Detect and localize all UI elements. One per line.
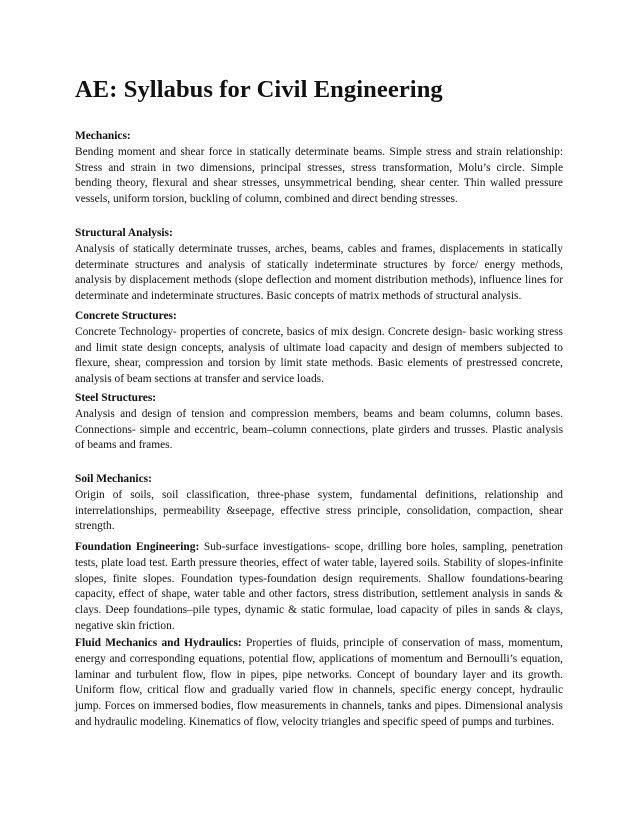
section-paragraph — [75, 540, 563, 635]
section-body: Sub-surface investigations- scope, drilling bore holes, sampling, penetration tests, plate load test. Earth pressure theories, effect of water table, layered soils. Stability of slopes-infinite slopes, finite slopes. Foundation types-foundation design requirements. Shallow foundations-bearing capacity, effect of shape, water table and other factors, stress distribution, settlement analysis in sands & clays. Deep foundations–pile types, dynamic & static formulae, load capacity of piles in sands & clays, negative skin friction. — [75, 541, 563, 632]
section-heading: Steel Structures: — [75, 392, 157, 404]
section-heading: Structural Analysis: — [75, 227, 173, 239]
section-body: Origin of soils, soil classification, three-phase system, fundamental definitions, relationship and interrelationships, permeability &seepage, effective stress principle, consolidation, compaction, shear strength. — [75, 488, 563, 533]
section-heading: Concrete Structures: — [75, 310, 177, 322]
section-foundation-engineering — [75, 540, 563, 635]
section-heading: Soil Mechanics: — [75, 473, 152, 485]
section-mechanics — [75, 129, 563, 208]
section-soil-mechanics — [75, 472, 563, 535]
section-paragraph — [75, 636, 563, 731]
section-body: Bending moment and shear force in statically determinate beams. Simple stress and strain relationship: Stress and strain in two dimensions, principal stresses, stress transformation, Molu’s circle. Simple bending theory, flexural and shear stresses, unsymmetrical bending, shear center. Thin walled pressure vessels, uniform torsion, buckling of column, combined and direct bending stresses. — [75, 145, 563, 206]
section-body: Analysis of statically determinate trusses, arches, beams, cables and frames, displacements in statically determinate structures and analysis of statically indeterminate structures by force/ energy methods, analysis by displacement methods (slope deflection and moment distribution methods), influence lines for determinate and indeterminate structures. Basic concepts of matrix methods of structural analysis. — [75, 242, 563, 303]
section-steel-structures — [75, 391, 563, 454]
section-structural-analysis — [75, 226, 563, 305]
section-body: Analysis and design of tension and compression members, beams and beam columns, column bases. Connections- simple and eccentric, beam–column connections, plate girders and trusses. Plastic analysis of beams and frames. — [75, 407, 563, 452]
section-body: Properties of fluids, principle of conservation of mass, momentum, energy and corresponding equations, potential flow, applications of momentum and Bernoulli’s equation, laminar and turbulent flow, flow in pipes, pipe networks. Concept of boundary layer and its growth. Uniform flow, critical flow and gradually varied flow in channels, specific energy concept, hydraulic jump. Forces on immersed bodies, flow measurements in channels, tanks and pipes. Dimensional analysis and hydraulic modeling. Kinematics of flow, velocity triangles and specific speed of pumps and turbines. — [75, 637, 563, 728]
section-heading: Foundation Engineering: — [75, 541, 200, 553]
section-fluid-mechanics — [75, 636, 563, 731]
section-concrete-structures — [75, 309, 563, 388]
page-title: AE: Syllabus for Civil Engineering — [75, 76, 443, 103]
section-heading: Mechanics: — [75, 130, 131, 142]
section-body: Concrete Technology- properties of concrete, basics of mix design. Concrete design- basic working stress and limit state design concepts, analysis of ultimate load capacity and design of members subjected to flexure, shear, compression and torsion by limit state methods. Basic elements of prestressed concrete, analysis of beam sections at transfer and service loads. — [75, 325, 563, 386]
section-heading: Fluid Mechanics and Hydraulics: — [75, 637, 242, 649]
